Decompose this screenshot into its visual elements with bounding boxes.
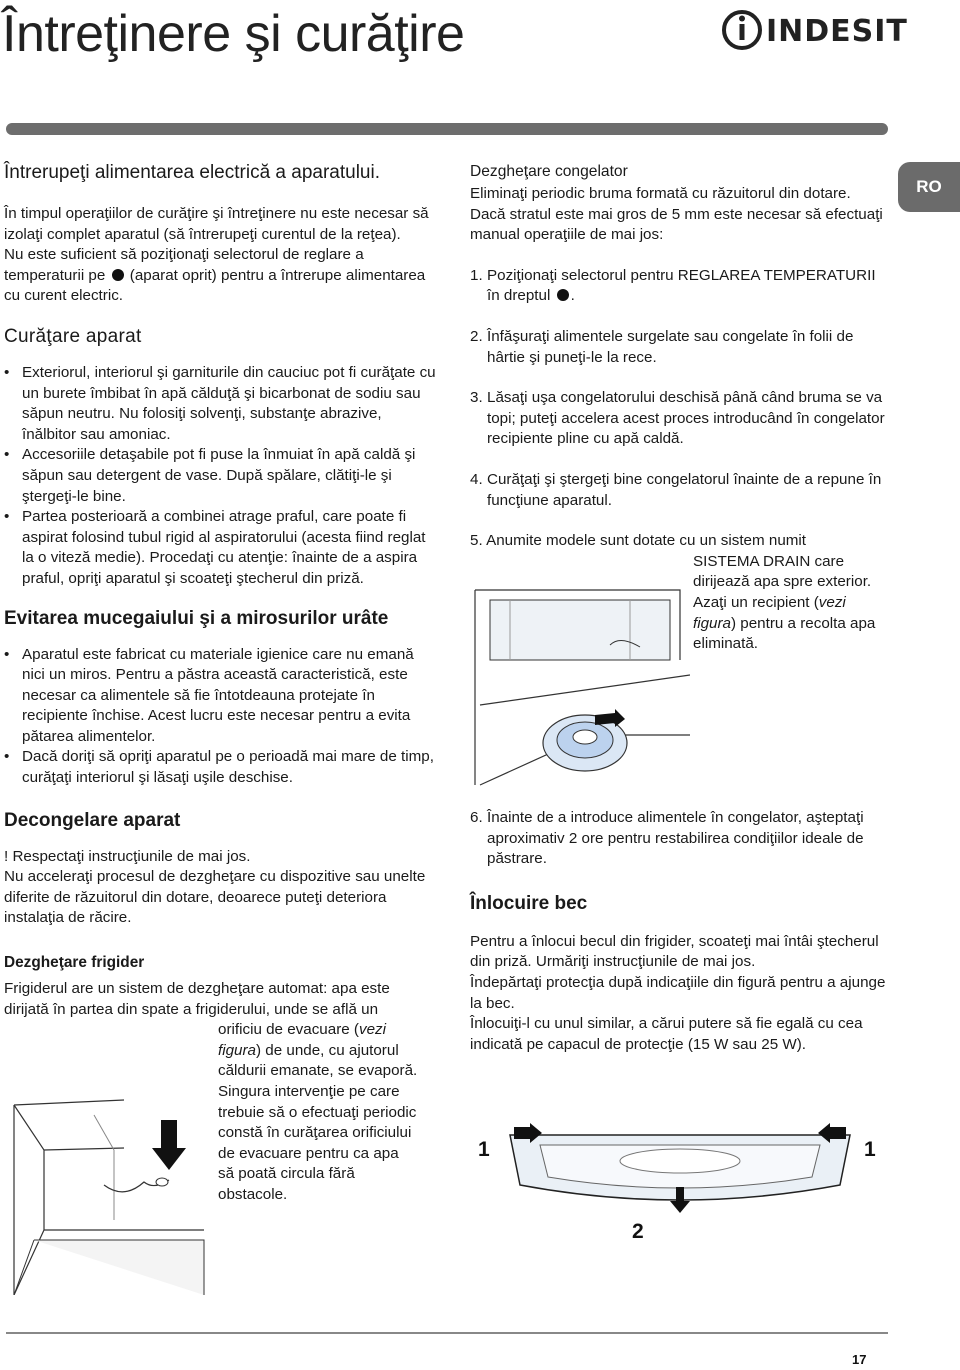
list-item: • Exteriorul, interiorul şi garniturile din cauciuc pot fi curăţate cu un burete îmbibat în apă călduţă şi bicarbonat de sodiu sau săpun neutru. Nu folosiţi solvenţi, substanţe abrazive, înălbitor sau amoniac.: [4, 363, 436, 445]
section-power-heading: Întrerupeţi alimentarea electrică a aparatului.: [4, 162, 380, 183]
bulb-paragraph-1: Pentru a înlocui becul din frigider, scoateţi mai întâi ştecherul din priză. Urmăriţi instrucţiunile de mai jos.: [470, 932, 879, 971]
section-mould-heading: Evitarea mucegaiului şi a mirosurilor urâte: [4, 607, 389, 629]
freezer-steps: [470, 266, 890, 511]
section-defrost-heading: Decongelare aparat: [4, 809, 181, 831]
off-dot-icon: [557, 289, 569, 301]
power-paragraph-1: În timpul operaţiilor de curăţire şi întreţinere nu este necesar să izolaţi complet aparatul (să întrerupeţi curentul de la reţea).: [4, 205, 429, 243]
list-item: • Partea posterioară a combinei atrage praful, care poate fi aspirat folosind tubul rigid al aspiratorului (acesta fiind reglat la o viteză medie). Procedaţi cu atenţie: înainte de a aspira praful, opriţi aparatul şi scoateţi ştecherul din priză.: [4, 507, 436, 589]
header-divider: [6, 123, 888, 135]
section-freezer-defrost-heading: Dezgheţare congelator: [470, 163, 628, 180]
list-item: 3. Lăsaţi uşa congelatorului deschisă până când bruma se va topi; puteţi accelera acest proces introducând în congelator recipiente pline cu apă caldă.: [470, 389, 885, 448]
drain-system-figure: [470, 585, 690, 795]
bulb-paragraph-3: Înlocuiţi-l cu unul similar, a cărui putere să fie egală cu cea indicată pe capacul de protecţie (15 W sau 25 W).: [470, 1015, 863, 1053]
mould-list: [4, 645, 436, 789]
fridge-defrost-paragraph-2: orificiu de evacuare (vezi figura) de unde, cu ajutorul căldurii emanate, se evaporă. Singura intervenţie pe care trebuie să o efectuaţi periodic constă în curăţarea orificiului de evacuare pentru ca apa să poată circula fără obstacole.: [218, 1021, 418, 1203]
page-number: 17: [852, 1352, 867, 1367]
defrost-paragraph: Nu acceleraţi procesul de dezgheţare cu dispozitive sau unelte diferite de răzuitorul din dotare, deoarece puteţi deteriora instalaţia de răcire.: [4, 868, 426, 927]
section-fridge-defrost-heading: Dezgheţare frigider: [4, 954, 145, 972]
power-paragraph-2: Nu este suficient să poziţionaţi selectorul de reglare a temperaturii pe (aparat oprit) pentru a întrerupe alimentarea cu curent electric.: [4, 246, 426, 305]
language-tab: RO: [898, 162, 960, 212]
step-5-continued: SISTEMA DRAIN care dirijează apa spre exterior. Azaţi un recipient (vezi figura) pentru a recolta apa eliminată.: [693, 552, 876, 653]
cleaning-list: [4, 363, 436, 590]
step-6: 6. Înainte de a introduce alimentele în congelator, aşteptaţi aproximativ 2 ore pentru restabilirea condiţiilor ideale de păstrare.: [470, 809, 864, 868]
list-item: • Accesoriile detaşabile pot fi puse la înmuiat în apă caldă şi săpun sau detergent de vase. După spălare, clătiţi-le şi ştergeţi-le bine.: [4, 445, 436, 507]
footer-divider: [6, 1332, 888, 1334]
lamp-cover-figure: [500, 1115, 860, 1225]
list-item: • Aparatul este fabricat cu materiale igienice care nu emană nici un miros. Pentru a păstra această caracteristică, este necesar ca alimentele să fie întotdeauna protejate în recipiente închise. Acest lucru este necesar pentru a evita pătarea alimentelor.: [4, 645, 436, 748]
defrost-warning: ! Respectaţi instrucţiunile de mai jos.: [4, 847, 251, 865]
figure-label-2: 2: [632, 1220, 644, 1243]
indesit-logo: [722, 8, 908, 52]
left-column: [4, 162, 436, 1206]
logo-icon: [722, 8, 766, 52]
fridge-defrost-paragraph-1: Frigiderul are un sistem de dezgheţare automat: apa este dirijată în partea din spate a frigiderului, unde se află un: [4, 980, 390, 1018]
list-item: • Dacă doriţi să opriţi aparatul pe o perioadă mai mare de timp, curăţaţi interiorul şi lăsaţi uşile deschise.: [4, 747, 436, 788]
page-title: Întreţinere şi curăţire: [2, 5, 465, 63]
freezer-defrost-paragraph: Eliminaţi periodic bruma formată cu răzuitorul din dotare. Dacă stratul este mai gros de 5 mm este necesar să efectuaţi manual operaţiile de mai jos:: [470, 185, 883, 244]
figure-label-1-right: 1: [864, 1138, 876, 1161]
section-cleaning-heading: Curăţare aparat: [4, 325, 142, 347]
bulb-paragraph-2: Îndepărtaţi protecţia după indicaţiile din figură pentru a ajunge la bec.: [470, 973, 886, 1012]
figure-label-1-left: 1: [478, 1138, 490, 1161]
right-column-lower: [470, 808, 890, 1055]
list-item: 4. Curăţaţi şi ştergeţi bine congelatorul înainte de a repune în funcţiune aparatul.: [470, 470, 882, 509]
fridge-drain-figure: [4, 1090, 209, 1295]
list-item: 1. Poziţionaţi selectorul pentru REGLAREA TEMPERATURII în dreptul .: [470, 266, 876, 305]
off-dot-icon: [112, 269, 124, 281]
list-item: 2. Înfăşuraţi alimentele surgelate sau congelate în folii de hârtie şi puneţi-le la rece.: [470, 327, 854, 366]
brand-name: INDESIT: [766, 14, 908, 49]
section-bulb-heading: Înlocuire bec: [470, 892, 588, 914]
right-column: [470, 162, 890, 655]
step-5: 5. Anumite modele sunt dotate cu un sistem numit: [470, 532, 807, 550]
